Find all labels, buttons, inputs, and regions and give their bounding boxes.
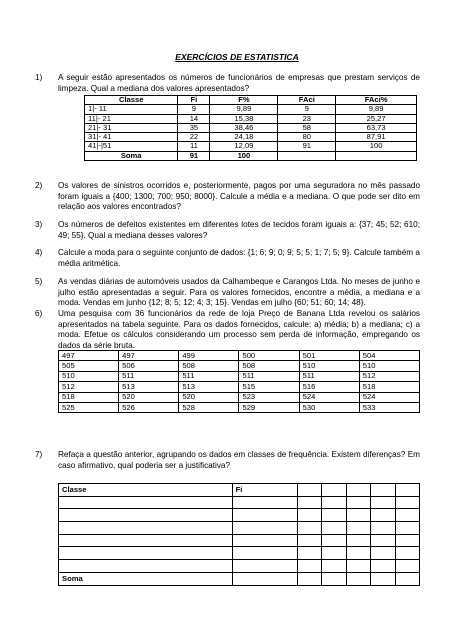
table-cell [346, 522, 370, 535]
table-cell [322, 534, 346, 547]
table-cell [371, 496, 395, 509]
table-cell [346, 509, 370, 522]
frequency-table [84, 95, 417, 161]
table-cell: 530 [299, 402, 359, 412]
sum-cell [336, 151, 417, 160]
column-header: Classe [59, 484, 233, 497]
question-4 [35, 248, 420, 269]
question-3 [35, 220, 420, 241]
table-cell [298, 534, 322, 547]
question-text: Os valores de sinistros ocorridos e, posteriormente, pagos por uma seguradora no mês passado foram iguais a {400; 1300; 700; 950; 8000}. Calcule a média e a mediana. O que pode ser dito em relação aos valores encontrados? [58, 181, 420, 212]
table-cell: 11|- 21 [85, 114, 178, 123]
column-header [298, 484, 322, 497]
column-header [371, 484, 395, 497]
table-cell: 21|- 31 [85, 123, 178, 132]
table-cell [346, 560, 370, 573]
table-cell: 497 [119, 351, 179, 361]
table-cell: 513 [179, 382, 239, 392]
table-cell: 91 [278, 142, 336, 151]
table-cell [346, 534, 370, 547]
table-cell: 100 [336, 142, 417, 151]
table-cell: 63,73 [336, 123, 417, 132]
table-row [85, 142, 417, 151]
column-header [395, 484, 419, 497]
question-7 [35, 450, 420, 471]
table-cell [371, 534, 395, 547]
table-cell: 12,09 [210, 142, 278, 151]
column-header [346, 484, 370, 497]
table-cell [232, 522, 297, 535]
table-cell: 87,91 [336, 133, 417, 142]
table-cell: 24,18 [210, 133, 278, 142]
table-cell [395, 572, 419, 585]
table-cell [371, 572, 395, 585]
table-cell [59, 547, 233, 560]
question-number: 4) [35, 248, 43, 257]
table-row [59, 382, 420, 392]
table-cell [298, 560, 322, 573]
table-cell: 14 [178, 114, 210, 123]
table-cell: 518 [359, 382, 419, 392]
question-number: 1) [35, 73, 43, 82]
table-row [85, 105, 417, 114]
table-cell: 499 [179, 351, 239, 361]
question-text: Uma pesquisa com 36 funcionários da rede de loja Preço de Banana Ltda revelou os salários apresentados na tabela seguinte. Para os dados fornecidos, calcule: a) média; b) a mediana; c) a moda. Efetue os cálculos considerando um processo sem perda de informação, empregando os dados da série bruta. [58, 309, 420, 350]
question-1 [35, 73, 420, 94]
table-cell: 22 [178, 133, 210, 142]
column-header [322, 484, 346, 497]
table-cell: 9 [178, 105, 210, 114]
table-row [59, 361, 420, 371]
question-number: 5) [35, 277, 43, 286]
sum-cell [278, 151, 336, 160]
table-cell [346, 547, 370, 560]
table-cell: 58 [278, 123, 336, 132]
table-cell [298, 522, 322, 535]
table-cell: 38,46 [210, 123, 278, 132]
question-text: Calcule a moda para o seguinte conjunto de dados: {1; 6; 9; 0; 9; 5; 5; 1; 7; 5; 9}. Calcule também a média aritmética. [58, 248, 420, 268]
table-cell [59, 496, 233, 509]
table-cell [371, 547, 395, 560]
table-cell [346, 572, 370, 585]
table-cell [298, 572, 322, 585]
column-header: Classe [85, 96, 178, 105]
table-cell: 501 [299, 351, 359, 361]
table-cell [232, 509, 297, 522]
table-cell [322, 496, 346, 509]
question-2 [35, 181, 420, 213]
table-cell: 511 [119, 371, 179, 381]
table-row [59, 351, 420, 361]
table-cell: 513 [119, 382, 179, 392]
sum-cell: 91 [178, 151, 210, 160]
table-cell: 510 [299, 361, 359, 371]
table-cell [395, 509, 419, 522]
table-cell: 526 [119, 402, 179, 412]
table-cell: 515 [239, 382, 299, 392]
question-text: A seguir estão apresentados os números de funcionários de empresas que prestam serviços de limpeza. Qual a mediana dos valores apresentados? [58, 73, 420, 93]
table-header-row [59, 484, 420, 497]
sum-row [85, 151, 417, 160]
table-row [59, 402, 420, 412]
table-cell: 520 [119, 392, 179, 402]
table-cell: 25,27 [336, 114, 417, 123]
column-header: FAci% [336, 96, 417, 105]
table-cell: 23 [278, 114, 336, 123]
table-cell [59, 534, 233, 547]
salary-table [58, 350, 420, 413]
table-cell: 504 [359, 351, 419, 361]
empty-frequency-table [58, 483, 420, 586]
table-cell: 500 [239, 351, 299, 361]
page-title: EXERCÍCIOS DE ESTATISTICA [175, 52, 299, 62]
table-cell: 518 [59, 392, 119, 402]
table-cell: 35 [178, 123, 210, 132]
table-cell [232, 560, 297, 573]
question-text: Os números de defeitos existentes em diferentes lotes de tecidos foram iguais a: {37; 45; 52; 610; 49; 55}. Qual a mediana desses valores? [58, 220, 420, 240]
table-cell: 524 [299, 392, 359, 402]
table-cell [395, 522, 419, 535]
table-cell: 508 [239, 361, 299, 371]
table-cell: 497 [59, 351, 119, 361]
table-cell: 523 [239, 392, 299, 402]
table-cell [322, 572, 346, 585]
column-header: F% [210, 96, 278, 105]
table-cell: 510 [59, 371, 119, 381]
question-number: 7) [35, 450, 43, 459]
empty-row [59, 496, 420, 509]
table-cell [232, 496, 297, 509]
table-cell [395, 547, 419, 560]
empty-row [59, 560, 420, 573]
table-cell [395, 560, 419, 573]
column-header: FAci [278, 96, 336, 105]
table-cell: 9,89 [210, 105, 278, 114]
table-cell: 31|- 41 [85, 133, 178, 142]
table-cell: 520 [179, 392, 239, 402]
sum-label: Soma [59, 572, 233, 585]
table-cell [298, 509, 322, 522]
table-cell: 9 [278, 105, 336, 114]
table-cell: 511 [179, 371, 239, 381]
sum-row [59, 572, 420, 585]
question-number: 6) [35, 309, 43, 318]
table-cell: 505 [59, 361, 119, 371]
table-cell: 80 [278, 133, 336, 142]
sum-cell: 100 [210, 151, 278, 160]
table-cell: 524 [359, 392, 419, 402]
table-cell [59, 509, 233, 522]
column-header: Fi [232, 484, 297, 497]
table-cell: 529 [239, 402, 299, 412]
table-cell [346, 496, 370, 509]
column-header: Fi [178, 96, 210, 105]
table-cell: 510 [359, 361, 419, 371]
table-cell: 533 [359, 402, 419, 412]
table-cell [298, 496, 322, 509]
table-cell: 1|- 11 [85, 105, 178, 114]
table-cell [59, 522, 233, 535]
question-5 [35, 277, 420, 309]
table-cell [395, 496, 419, 509]
table-cell [232, 572, 297, 585]
table-cell [371, 522, 395, 535]
table-row [85, 114, 417, 123]
question-text: As vendas diárias de automóveis usados da Calhambeque e Carangos Ltda. No meses de junho e julho estão apresentadas a seguir. Para os valores fornecidos, encontre a média, a mediana e a moda. Vendas em junho {12; 8; 5; 12; 4; 3; 15}. Vendas em julho {60; 51; 60; 14; 48}. [58, 277, 420, 308]
question-6 [35, 309, 420, 351]
table-cell: 506 [119, 361, 179, 371]
empty-row [59, 534, 420, 547]
table-cell [59, 560, 233, 573]
table-cell: 528 [179, 402, 239, 412]
table-cell: 511 [299, 371, 359, 381]
question-number: 3) [35, 220, 43, 229]
empty-row [59, 547, 420, 560]
table-cell: 508 [179, 361, 239, 371]
empty-row [59, 509, 420, 522]
table-cell [232, 547, 297, 560]
table-row [59, 392, 420, 402]
table-cell [371, 560, 395, 573]
table-cell [322, 522, 346, 535]
table-row [59, 371, 420, 381]
table-cell: 512 [59, 382, 119, 392]
table-cell [322, 560, 346, 573]
table-cell: 511 [239, 371, 299, 381]
table-cell [298, 547, 322, 560]
table-cell [232, 534, 297, 547]
table-cell: 41|-|51 [85, 142, 178, 151]
table-cell [322, 547, 346, 560]
table-cell: 525 [59, 402, 119, 412]
empty-row [59, 522, 420, 535]
table-cell: 11 [178, 142, 210, 151]
table-cell [395, 534, 419, 547]
table-cell: 516 [299, 382, 359, 392]
sum-cell: Soma [85, 151, 178, 160]
question-text: Refaça a questão anterior, agrupando os dados em classes de frequência. Existem diferenças? Em caso afirmativo, qual poderia ser a justificativa? [58, 450, 420, 470]
table-cell: 512 [359, 371, 419, 381]
table-cell [322, 509, 346, 522]
question-number: 2) [35, 181, 43, 190]
table-cell [371, 509, 395, 522]
table-cell: 15,38 [210, 114, 278, 123]
table-cell: 9,89 [336, 105, 417, 114]
